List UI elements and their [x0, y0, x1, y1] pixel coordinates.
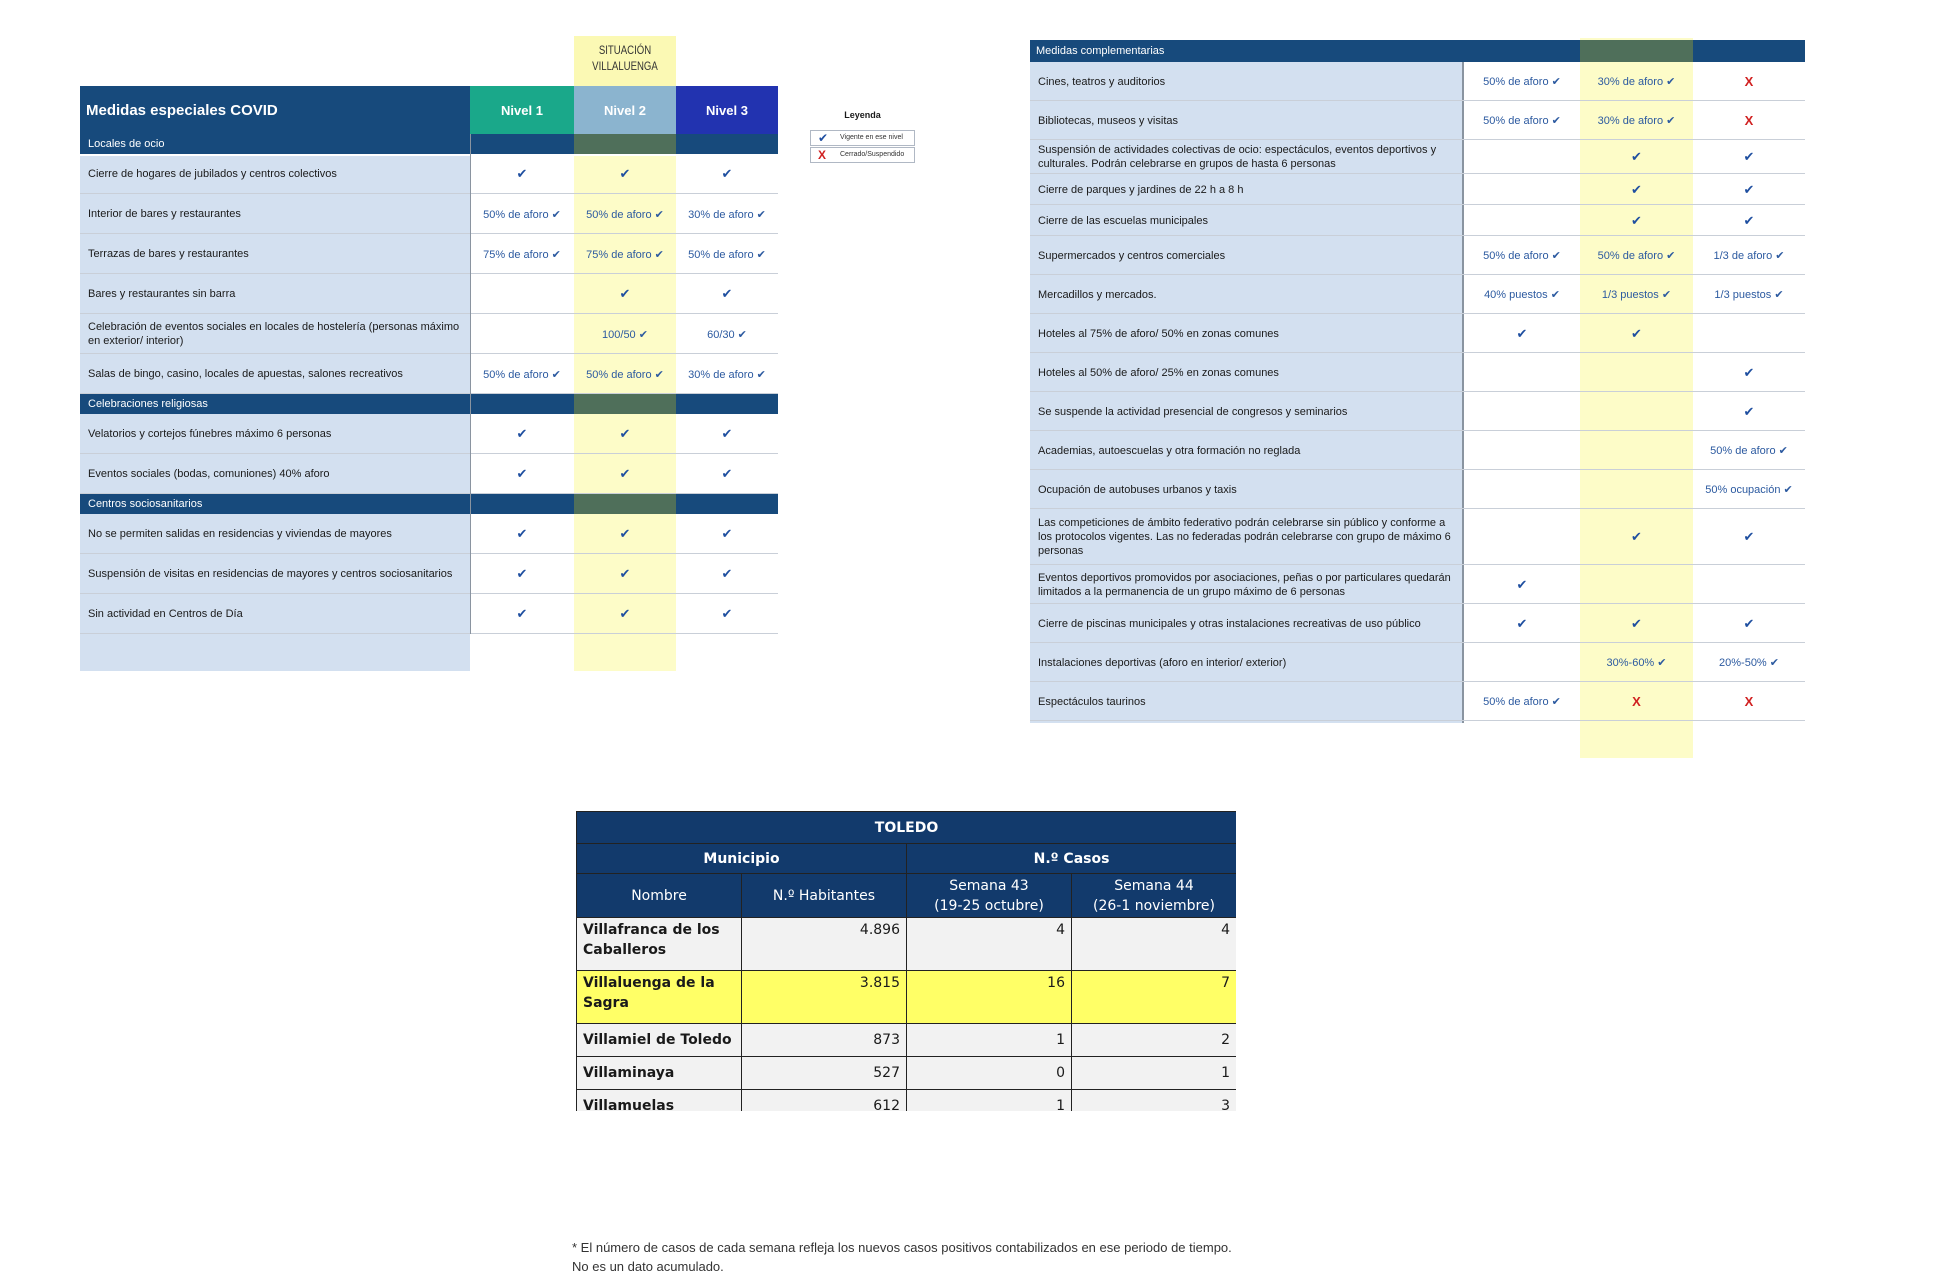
group-header-municipio: Municipio — [577, 844, 907, 874]
level-1-value: 50% de aforo ✔ — [1483, 250, 1561, 262]
measure-label: Sin actividad en Centros de Día — [88, 608, 243, 620]
level-2-value — [1580, 353, 1693, 392]
level-1-value: 40% puestos ✔ — [1484, 289, 1560, 301]
column-divider — [470, 134, 471, 634]
measure-label: Celebración de eventos sociales en locales de hostelería (personas máximo en exterior/ interior) — [88, 321, 460, 347]
level-1-value: 50% de aforo ✔ — [1483, 696, 1561, 708]
measure-label: Cierre de piscinas municipales y otras instalaciones recreativas de uso público — [1038, 617, 1421, 630]
level-3-value: X — [1744, 694, 1754, 709]
measure-label: Mercadillos y mercados. — [1038, 288, 1157, 301]
level-1-value: 50% de aforo ✔ — [483, 208, 561, 221]
level-1-value — [1464, 174, 1580, 205]
level-2-value: 30% de aforo ✔ — [1597, 115, 1676, 127]
footnote: * El número de casos de cada semana refleja los nuevos casos positivos contabilizados en ese periodo de tiempo. No es un dato acumulado. — [572, 1240, 1232, 1274]
measure-label: Se suspende la actividad presencial de congresos y seminarios — [1038, 405, 1348, 418]
level-2-value — [1580, 431, 1693, 470]
level-2-value: 100/50 ✔ — [602, 328, 648, 341]
municipality-name: Villaluenga de la Sagra — [577, 971, 742, 1024]
municipality-name: Villamuelas — [577, 1090, 742, 1112]
table-row — [577, 1024, 1237, 1057]
level-1-value — [1464, 140, 1580, 174]
section-header: Locales de ocio — [80, 134, 778, 154]
level-2-value: ✔ — [619, 606, 631, 621]
level-1-value — [470, 274, 574, 314]
level-1-value: ✔ — [516, 426, 528, 441]
level-2-value: ✔ — [1631, 325, 1642, 341]
group-header-casos: N.º Casos — [907, 844, 1237, 874]
level2-section-shade — [574, 134, 676, 154]
measure-label: Cierre de hogares de jubilados y centros colectivos — [88, 168, 337, 180]
municipality-name: Villamiel de Toledo — [577, 1024, 742, 1057]
level-2-value: 50% de aforo ✔ — [586, 208, 664, 221]
level-2-value: 75% de aforo ✔ — [586, 248, 664, 261]
level-1-value: ✔ — [516, 466, 528, 481]
inhabitants: 873 — [742, 1024, 907, 1057]
level-2-value: ✔ — [619, 466, 631, 481]
level-3-value: ✔ — [1743, 149, 1755, 164]
check-icon: ✔ — [818, 131, 829, 145]
level-3-value: 20%-50% ✔ — [1719, 657, 1779, 669]
level-3-value: ✔ — [1743, 529, 1755, 544]
municipality-name: Villaminaya — [577, 1057, 742, 1090]
cases-week-44: 1 — [1072, 1057, 1237, 1090]
level-1-value: ✔ — [1516, 325, 1528, 341]
level-1-value — [1464, 392, 1580, 431]
level2-section-shade — [574, 494, 676, 514]
measure-label: Hoteles al 50% de aforo/ 25% en zonas comunes — [1038, 366, 1279, 379]
cases-week-44: 2 — [1072, 1024, 1237, 1057]
level-2-value: 30% de aforo ✔ — [1597, 76, 1676, 88]
measure-label: Eventos deportivos promovidos por asociaciones, peñas o por particulares quedarán limitados a la permanencia de un grupo máximo de 6 personas — [1038, 571, 1451, 598]
level-header-2: Nivel 2 — [574, 86, 676, 134]
measure-label: Terrazas de bares y restaurantes — [88, 248, 249, 260]
complementary-measures-table — [1030, 38, 1810, 758]
table-row — [577, 918, 1237, 971]
table-row — [577, 971, 1237, 1024]
level-3-value — [1693, 565, 1805, 604]
cases-week-44: 7 — [1072, 971, 1237, 1024]
level-1-value: 75% de aforo ✔ — [483, 248, 561, 261]
measure-label: Cierre de las escuelas municipales — [1038, 214, 1208, 227]
measure-label: Interior de bares y restaurantes — [88, 208, 241, 220]
covid-measures-table — [80, 36, 780, 636]
cases-week-43: 16 — [907, 971, 1072, 1024]
toledo-cases-table — [576, 811, 1236, 1111]
level-1-value — [1464, 470, 1580, 509]
level-2-value: ✔ — [619, 566, 631, 581]
cases-week-43: 4 — [907, 918, 1072, 971]
cases-week-44: 3 — [1072, 1090, 1237, 1112]
level-3-value: 50% de aforo ✔ — [1710, 445, 1788, 457]
level2-section-shade — [574, 394, 676, 414]
level-2-value: ✔ — [1631, 212, 1642, 228]
level-3-value: X — [1744, 74, 1754, 89]
level-3-value: ✔ — [721, 426, 733, 441]
cases-week-44: 4 — [1072, 918, 1237, 971]
measure-label: Instalaciones deportivas (aforo en interior/ exterior) — [1038, 656, 1287, 669]
level-3-value: 60/30 ✔ — [707, 328, 747, 341]
measure-label: Las competiciones de ámbito federativo podrán celebrarse sin público y conforme a los protocolos vigentes. Las no federadas podrán celebrarse con grupo de máximo 6 personas — [1038, 517, 1451, 557]
level2-header-shade — [1580, 40, 1693, 62]
level-3-value: ✔ — [1743, 181, 1755, 197]
level-1-value: ✔ — [516, 526, 528, 541]
level-2-value: ✔ — [1631, 149, 1642, 164]
legend-item-label: Cerrado/Suspendido — [840, 151, 905, 158]
measure-label: Cines, teatros y auditorios — [1038, 75, 1166, 88]
measure-label: Eventos sociales (bodas, comuniones) 40% aforo — [88, 468, 330, 480]
level-3-value: 1/3 de aforo ✔ — [1713, 250, 1785, 262]
row-divider — [1030, 720, 1805, 721]
level-1-value: ✔ — [1516, 615, 1528, 631]
section-header: Celebraciones religiosas — [80, 394, 778, 414]
level-1-value: 50% de aforo ✔ — [1483, 115, 1561, 127]
col-header-semana-44: Semana 44 (26-1 noviembre) — [1072, 874, 1237, 918]
inhabitants: 612 — [742, 1090, 907, 1112]
col-header-habitantes: N.º Habitantes — [742, 874, 907, 918]
toledo-title: TOLEDO — [577, 812, 1237, 844]
level-3-value: 30% de aforo ✔ — [688, 208, 766, 221]
col-header-semana-43: Semana 43 (19-25 octubre) — [907, 874, 1072, 918]
municipality-name: Villafranca de los Caballeros — [577, 918, 742, 971]
measure-label: Salas de bingo, casino, locales de apuestas, salones recreativos — [88, 368, 403, 380]
level-2-value: ✔ — [619, 166, 631, 181]
level-2-value — [1580, 565, 1693, 604]
inhabitants: 3.815 — [742, 971, 907, 1024]
legend — [810, 110, 915, 166]
level-2-value: ✔ — [1631, 181, 1642, 197]
level-3-value: X — [1744, 113, 1754, 128]
level-2-value: 30%-60% ✔ — [1606, 657, 1667, 669]
level-1-value — [470, 314, 574, 354]
inhabitants: 527 — [742, 1057, 907, 1090]
level-1-value: 50% de aforo ✔ — [1483, 76, 1561, 88]
level-3-value: ✔ — [1743, 364, 1755, 380]
level-1-value: ✔ — [516, 606, 528, 621]
measure-label: Bares y restaurantes sin barra — [88, 288, 236, 300]
measure-label: Espectáculos taurinos — [1038, 695, 1146, 708]
inhabitants: 4.896 — [742, 918, 907, 971]
level-3-value: 30% de aforo ✔ — [688, 368, 766, 381]
measure-label: Bibliotecas, museos y visitas — [1038, 114, 1178, 127]
level-1-value — [1464, 643, 1580, 682]
table-row — [577, 1057, 1237, 1090]
row-divider — [80, 633, 778, 634]
level-3-value — [1693, 314, 1805, 353]
legend-item-label: Vigente en ese nivel — [840, 134, 903, 141]
measure-label: Suspensión de visitas en residencias de mayores y centros sociosanitarios — [88, 568, 453, 580]
level-1-value: 50% de aforo ✔ — [483, 368, 561, 381]
measure-label: Velatorios y cortejos fúnebres máximo 6 personas — [88, 428, 332, 440]
level-3-value: ✔ — [1743, 615, 1755, 631]
col-header-nombre: Nombre — [577, 874, 742, 918]
level-1-value: ✔ — [516, 166, 528, 181]
level-header-1: Nivel 1 — [470, 86, 574, 134]
level-3-value: ✔ — [721, 466, 733, 481]
measure-label: Academias, autoescuelas y otra formación no reglada — [1038, 444, 1301, 457]
measure-label: Ocupación de autobuses urbanos y taxis — [1038, 483, 1237, 496]
level-1-value — [1464, 353, 1580, 392]
legend-title: Leyenda — [844, 110, 881, 120]
level-2-value: ✔ — [619, 286, 631, 301]
measure-label: Cierre de parques y jardines de 22 h a 8 h — [1038, 183, 1244, 196]
measure-label: Supermercados y centros comerciales — [1038, 249, 1226, 262]
level-2-value: 1/3 puestos ✔ — [1601, 289, 1672, 301]
level-2-value: ✔ — [619, 426, 631, 441]
level-2-value — [1580, 470, 1693, 509]
section-header: Centros sociosanitarios — [80, 494, 778, 514]
level-2-value: X — [1632, 694, 1641, 709]
level-2-value: 50% de aforo ✔ — [586, 368, 664, 381]
level-1-value — [1464, 431, 1580, 470]
measure-label: No se permiten salidas en residencias y viviendas de mayores — [88, 528, 392, 540]
level-3-value: ✔ — [721, 606, 733, 621]
level-3-value: ✔ — [721, 526, 733, 541]
level-1-value — [1464, 205, 1580, 236]
level-1-value — [1464, 509, 1580, 565]
measure-label: Hoteles al 75% de aforo/ 50% en zonas comunes — [1038, 327, 1279, 340]
level-2-value: 50% de aforo ✔ — [1597, 250, 1676, 262]
level-3-value: 50% de aforo ✔ — [688, 248, 766, 261]
x-icon: X — [818, 148, 827, 162]
cases-week-43: 0 — [907, 1057, 1072, 1090]
level-2-value: ✔ — [1631, 529, 1642, 544]
complementary-title: Medidas complementarias — [1030, 40, 1805, 62]
level-3-value: ✔ — [1743, 212, 1755, 228]
situation-label: SITUACIÓN VILLALUENGA — [592, 43, 658, 73]
level-3-value: ✔ — [1743, 403, 1755, 419]
level-3-value: 50% ocupación ✔ — [1705, 484, 1793, 496]
level-2-value: ✔ — [1631, 615, 1642, 631]
cases-week-43: 1 — [907, 1090, 1072, 1112]
cases-week-43: 1 — [907, 1024, 1072, 1057]
level-1-value: ✔ — [516, 566, 528, 581]
table-title: Medidas especiales COVID — [80, 86, 470, 134]
level-3-value: ✔ — [721, 566, 733, 581]
level-2-value — [1580, 392, 1693, 431]
table-row — [577, 1090, 1237, 1112]
level-2-value: ✔ — [619, 526, 631, 541]
measure-label: Suspensión de actividades colectivas de ocio: espectáculos, eventos deportivos y culturales. Podrán celebrarse en grupos de hasta 6 personas — [1038, 144, 1437, 170]
level-3-value: 1/3 puestos ✔ — [1714, 289, 1784, 301]
level-1-value: ✔ — [1516, 576, 1528, 592]
level-3-value: ✔ — [721, 166, 733, 181]
level-header-3: Nivel 3 — [676, 86, 778, 134]
level-3-value: ✔ — [721, 286, 733, 301]
